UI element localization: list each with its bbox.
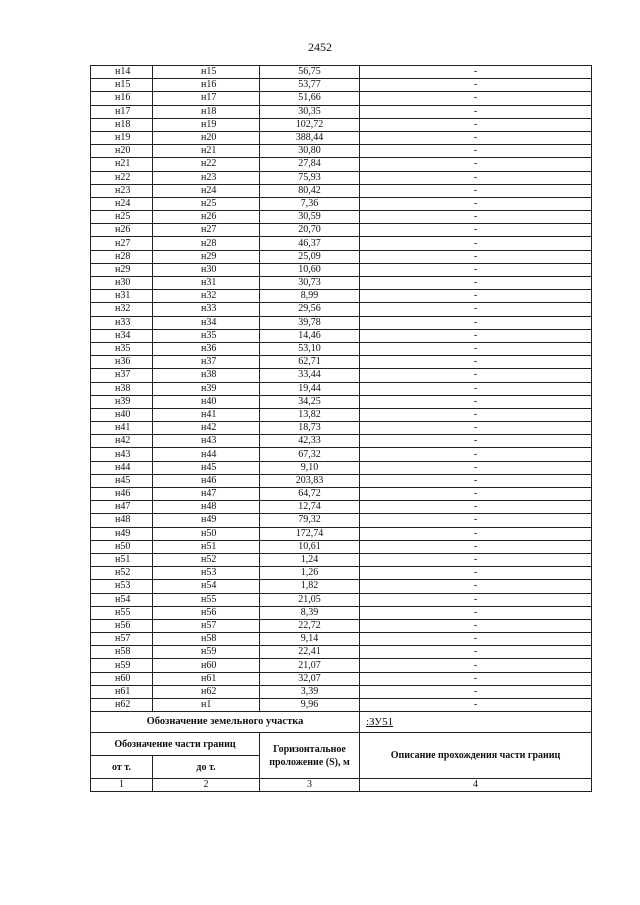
length-cell: 21,05 xyxy=(260,593,360,606)
to-point-cell: н39 xyxy=(153,382,260,395)
to-point-cell: н17 xyxy=(153,92,260,105)
from-point-cell: н44 xyxy=(91,461,153,474)
from-point-cell: н35 xyxy=(91,342,153,355)
description-cell: - xyxy=(360,290,592,303)
length-cell: 12,74 xyxy=(260,501,360,514)
parcel-row xyxy=(91,712,592,733)
to-point-cell: н35 xyxy=(153,329,260,342)
table-row xyxy=(91,435,592,448)
length-cell: 27,84 xyxy=(260,158,360,171)
to-point-cell: н56 xyxy=(153,606,260,619)
table-row xyxy=(91,237,592,250)
to-point-cell: н22 xyxy=(153,158,260,171)
to-point-cell: н29 xyxy=(153,250,260,263)
length-cell: 33,44 xyxy=(260,369,360,382)
parcel-label: Обозначение земельного участка xyxy=(91,712,360,733)
to-point-cell: н58 xyxy=(153,633,260,646)
description-cell: - xyxy=(360,619,592,632)
length-cell: 7,36 xyxy=(260,197,360,210)
table-row xyxy=(91,580,592,593)
table-row xyxy=(91,158,592,171)
from-point-cell: н52 xyxy=(91,567,153,580)
length-cell: 388,44 xyxy=(260,131,360,144)
table-row xyxy=(91,250,592,263)
from-point-cell: н48 xyxy=(91,514,153,527)
to-point-cell: н30 xyxy=(153,263,260,276)
description-cell: - xyxy=(360,224,592,237)
length-cell: 1,24 xyxy=(260,553,360,566)
column-number: 2 xyxy=(153,779,260,792)
length-cell: 3,39 xyxy=(260,685,360,698)
description-header: Описание прохождения части границ xyxy=(360,733,592,779)
to-point-cell: н23 xyxy=(153,171,260,184)
length-cell: 53,10 xyxy=(260,342,360,355)
length-cell: 39,78 xyxy=(260,316,360,329)
description-cell: - xyxy=(360,118,592,131)
description-cell: - xyxy=(360,158,592,171)
length-cell: 62,71 xyxy=(260,356,360,369)
from-point-cell: н53 xyxy=(91,580,153,593)
table-row xyxy=(91,593,592,606)
table-row xyxy=(91,342,592,355)
length-cell: 32,07 xyxy=(260,672,360,685)
description-cell: - xyxy=(360,171,592,184)
to-point-cell: н45 xyxy=(153,461,260,474)
from-point-cell: н37 xyxy=(91,369,153,382)
description-cell: - xyxy=(360,408,592,421)
table-row xyxy=(91,66,592,79)
table-row xyxy=(91,303,592,316)
to-point-cell: н54 xyxy=(153,580,260,593)
length-cell: 30,35 xyxy=(260,105,360,118)
from-point-cell: н58 xyxy=(91,646,153,659)
from-point-cell: н49 xyxy=(91,527,153,540)
description-cell: - xyxy=(360,488,592,501)
table-row xyxy=(91,527,592,540)
description-cell: - xyxy=(360,105,592,118)
table-row xyxy=(91,184,592,197)
table-row xyxy=(91,224,592,237)
from-point-cell: н27 xyxy=(91,237,153,250)
description-cell: - xyxy=(360,342,592,355)
length-cell: 1,26 xyxy=(260,567,360,580)
table-row xyxy=(91,461,592,474)
description-cell: - xyxy=(360,633,592,646)
from-point-cell: н29 xyxy=(91,263,153,276)
from-point-cell: н28 xyxy=(91,250,153,263)
to-point-cell: н61 xyxy=(153,672,260,685)
description-cell: - xyxy=(360,145,592,158)
length-cell: 80,42 xyxy=(260,184,360,197)
to-point-cell: н25 xyxy=(153,197,260,210)
to-point-cell: н55 xyxy=(153,593,260,606)
from-point-cell: н47 xyxy=(91,501,153,514)
description-cell: - xyxy=(360,474,592,487)
to-point-cell: н19 xyxy=(153,118,260,131)
table-row xyxy=(91,118,592,131)
from-point-cell: н16 xyxy=(91,92,153,105)
from-point-cell: н55 xyxy=(91,606,153,619)
to-point-cell: н51 xyxy=(153,540,260,553)
table-row xyxy=(91,474,592,487)
description-cell: - xyxy=(360,540,592,553)
description-cell: - xyxy=(360,66,592,79)
boundary-table xyxy=(90,65,592,792)
length-cell: 75,93 xyxy=(260,171,360,184)
from-point-cell: н25 xyxy=(91,211,153,224)
length-cell: 51,66 xyxy=(260,92,360,105)
description-cell: - xyxy=(360,211,592,224)
table-row xyxy=(91,290,592,303)
from-point-cell: н34 xyxy=(91,329,153,342)
to-point-cell: н47 xyxy=(153,488,260,501)
table-row xyxy=(91,263,592,276)
table-row xyxy=(91,277,592,290)
description-cell: - xyxy=(360,699,592,712)
to-point-cell: н31 xyxy=(153,277,260,290)
from-point-cell: н24 xyxy=(91,197,153,210)
length-cell: 30,73 xyxy=(260,277,360,290)
from-point-header: от т. xyxy=(91,756,153,779)
to-point-cell: н52 xyxy=(153,553,260,566)
table-row xyxy=(91,316,592,329)
table-row xyxy=(91,540,592,553)
description-cell: - xyxy=(360,250,592,263)
length-cell: 172,74 xyxy=(260,527,360,540)
length-cell: 21,07 xyxy=(260,659,360,672)
from-point-cell: н56 xyxy=(91,619,153,632)
to-point-cell: н33 xyxy=(153,303,260,316)
length-cell: 14,46 xyxy=(260,329,360,342)
table-row xyxy=(91,92,592,105)
description-cell: - xyxy=(360,527,592,540)
from-point-cell: н54 xyxy=(91,593,153,606)
from-point-cell: н46 xyxy=(91,488,153,501)
description-cell: - xyxy=(360,514,592,527)
to-point-cell: н43 xyxy=(153,435,260,448)
length-cell: 8,99 xyxy=(260,290,360,303)
to-point-cell: н46 xyxy=(153,474,260,487)
length-cell: 13,82 xyxy=(260,408,360,421)
length-cell: 9,14 xyxy=(260,633,360,646)
table-row xyxy=(91,606,592,619)
from-point-cell: н26 xyxy=(91,224,153,237)
description-cell: - xyxy=(360,92,592,105)
table-row xyxy=(91,553,592,566)
to-point-cell: н32 xyxy=(153,290,260,303)
from-point-cell: н51 xyxy=(91,553,153,566)
from-point-cell: н40 xyxy=(91,408,153,421)
table-row xyxy=(91,131,592,144)
length-cell: 25,09 xyxy=(260,250,360,263)
table-row xyxy=(91,408,592,421)
boundary-table-body xyxy=(91,66,592,712)
to-point-cell: н48 xyxy=(153,501,260,514)
length-cell: 1,82 xyxy=(260,580,360,593)
column-number: 3 xyxy=(260,779,360,792)
to-point-cell: н62 xyxy=(153,685,260,698)
column-number: 1 xyxy=(91,779,153,792)
to-point-header: до т. xyxy=(153,756,260,779)
from-point-cell: н32 xyxy=(91,303,153,316)
description-cell: - xyxy=(360,567,592,580)
from-point-cell: н33 xyxy=(91,316,153,329)
length-cell: 64,72 xyxy=(260,488,360,501)
to-point-cell: н57 xyxy=(153,619,260,632)
description-cell: - xyxy=(360,316,592,329)
to-point-cell: н20 xyxy=(153,131,260,144)
to-point-cell: н59 xyxy=(153,646,260,659)
table-row xyxy=(91,197,592,210)
length-cell: 79,32 xyxy=(260,514,360,527)
table-row xyxy=(91,488,592,501)
table-row xyxy=(91,448,592,461)
description-cell: - xyxy=(360,435,592,448)
from-point-cell: н60 xyxy=(91,672,153,685)
to-point-cell: н53 xyxy=(153,567,260,580)
column-numbers-row xyxy=(91,779,592,792)
table-row xyxy=(91,395,592,408)
description-cell: - xyxy=(360,79,592,92)
description-cell: - xyxy=(360,422,592,435)
table-row xyxy=(91,79,592,92)
table-row xyxy=(91,211,592,224)
table-row xyxy=(91,171,592,184)
length-cell: 42,33 xyxy=(260,435,360,448)
table-row xyxy=(91,145,592,158)
from-point-cell: н50 xyxy=(91,540,153,553)
description-cell: - xyxy=(360,131,592,144)
to-point-cell: н38 xyxy=(153,369,260,382)
from-point-cell: н45 xyxy=(91,474,153,487)
table-row xyxy=(91,501,592,514)
description-cell: - xyxy=(360,501,592,514)
length-cell: 102,72 xyxy=(260,118,360,131)
length-cell: 34,25 xyxy=(260,395,360,408)
description-cell: - xyxy=(360,593,592,606)
length-cell: 22,41 xyxy=(260,646,360,659)
description-cell: - xyxy=(360,263,592,276)
from-point-cell: н22 xyxy=(91,171,153,184)
parts-header: Обозначение части границ xyxy=(91,733,260,756)
length-cell: 203,83 xyxy=(260,474,360,487)
to-point-cell: н41 xyxy=(153,408,260,421)
table-row xyxy=(91,329,592,342)
table-row xyxy=(91,699,592,712)
length-cell: 53,77 xyxy=(260,79,360,92)
description-cell: - xyxy=(360,356,592,369)
to-point-cell: н27 xyxy=(153,224,260,237)
length-cell: 8,39 xyxy=(260,606,360,619)
description-cell: - xyxy=(360,277,592,290)
from-point-cell: н18 xyxy=(91,118,153,131)
from-point-cell: н20 xyxy=(91,145,153,158)
to-point-cell: н26 xyxy=(153,211,260,224)
from-point-cell: н39 xyxy=(91,395,153,408)
length-cell: 56,75 xyxy=(260,66,360,79)
from-point-cell: н38 xyxy=(91,382,153,395)
description-cell: - xyxy=(360,303,592,316)
from-point-cell: н43 xyxy=(91,448,153,461)
length-cell: 67,32 xyxy=(260,448,360,461)
description-cell: - xyxy=(360,646,592,659)
to-point-cell: н28 xyxy=(153,237,260,250)
description-cell: - xyxy=(360,369,592,382)
description-cell: - xyxy=(360,606,592,619)
from-point-cell: н21 xyxy=(91,158,153,171)
from-point-cell: н41 xyxy=(91,422,153,435)
length-cell: 9,10 xyxy=(260,461,360,474)
to-point-cell: н34 xyxy=(153,316,260,329)
table-row xyxy=(91,567,592,580)
from-point-cell: н42 xyxy=(91,435,153,448)
page-number: 2452 xyxy=(308,40,332,54)
from-point-cell: н19 xyxy=(91,131,153,144)
to-point-cell: н50 xyxy=(153,527,260,540)
table-row xyxy=(91,685,592,698)
to-point-cell: н49 xyxy=(153,514,260,527)
to-point-cell: н44 xyxy=(153,448,260,461)
table-row xyxy=(91,633,592,646)
description-cell: - xyxy=(360,580,592,593)
to-point-cell: н36 xyxy=(153,342,260,355)
from-point-cell: н62 xyxy=(91,699,153,712)
description-cell: - xyxy=(360,553,592,566)
table-row xyxy=(91,514,592,527)
to-point-cell: н15 xyxy=(153,66,260,79)
table-row xyxy=(91,619,592,632)
description-cell: - xyxy=(360,237,592,250)
length-cell: 46,37 xyxy=(260,237,360,250)
from-point-cell: н57 xyxy=(91,633,153,646)
description-cell: - xyxy=(360,672,592,685)
to-point-cell: н60 xyxy=(153,659,260,672)
description-cell: - xyxy=(360,382,592,395)
length-cell: 30,59 xyxy=(260,211,360,224)
from-point-cell: н17 xyxy=(91,105,153,118)
from-point-cell: н23 xyxy=(91,184,153,197)
length-header: Горизонтальное проложение (S), м xyxy=(260,733,360,779)
from-point-cell: н61 xyxy=(91,685,153,698)
description-cell: - xyxy=(360,448,592,461)
description-cell: - xyxy=(360,329,592,342)
to-point-cell: н16 xyxy=(153,79,260,92)
length-cell: 30,80 xyxy=(260,145,360,158)
parcel-code: :ЗУ51 xyxy=(360,712,592,733)
header-row-1 xyxy=(91,733,592,756)
description-cell: - xyxy=(360,395,592,408)
table-row xyxy=(91,672,592,685)
description-cell: - xyxy=(360,685,592,698)
from-point-cell: н31 xyxy=(91,290,153,303)
from-point-cell: н30 xyxy=(91,277,153,290)
from-point-cell: н36 xyxy=(91,356,153,369)
to-point-cell: н37 xyxy=(153,356,260,369)
description-cell: - xyxy=(360,659,592,672)
to-point-cell: н40 xyxy=(153,395,260,408)
to-point-cell: н24 xyxy=(153,184,260,197)
length-cell: 10,61 xyxy=(260,540,360,553)
to-point-cell: н18 xyxy=(153,105,260,118)
to-point-cell: н21 xyxy=(153,145,260,158)
column-number: 4 xyxy=(360,779,592,792)
table-row xyxy=(91,659,592,672)
length-cell: 29,56 xyxy=(260,303,360,316)
length-cell: 19,44 xyxy=(260,382,360,395)
table-row xyxy=(91,382,592,395)
description-cell: - xyxy=(360,197,592,210)
to-point-cell: н42 xyxy=(153,422,260,435)
length-cell: 18,73 xyxy=(260,422,360,435)
from-point-cell: н59 xyxy=(91,659,153,672)
table-row xyxy=(91,105,592,118)
length-cell: 9,96 xyxy=(260,699,360,712)
length-cell: 20,70 xyxy=(260,224,360,237)
from-point-cell: н14 xyxy=(91,66,153,79)
length-cell: 22,72 xyxy=(260,619,360,632)
description-cell: - xyxy=(360,184,592,197)
description-cell: - xyxy=(360,461,592,474)
table-row xyxy=(91,356,592,369)
to-point-cell: н1 xyxy=(153,699,260,712)
from-point-cell: н15 xyxy=(91,79,153,92)
length-cell: 10,60 xyxy=(260,263,360,276)
table-row xyxy=(91,369,592,382)
table-row xyxy=(91,646,592,659)
table-row xyxy=(91,422,592,435)
